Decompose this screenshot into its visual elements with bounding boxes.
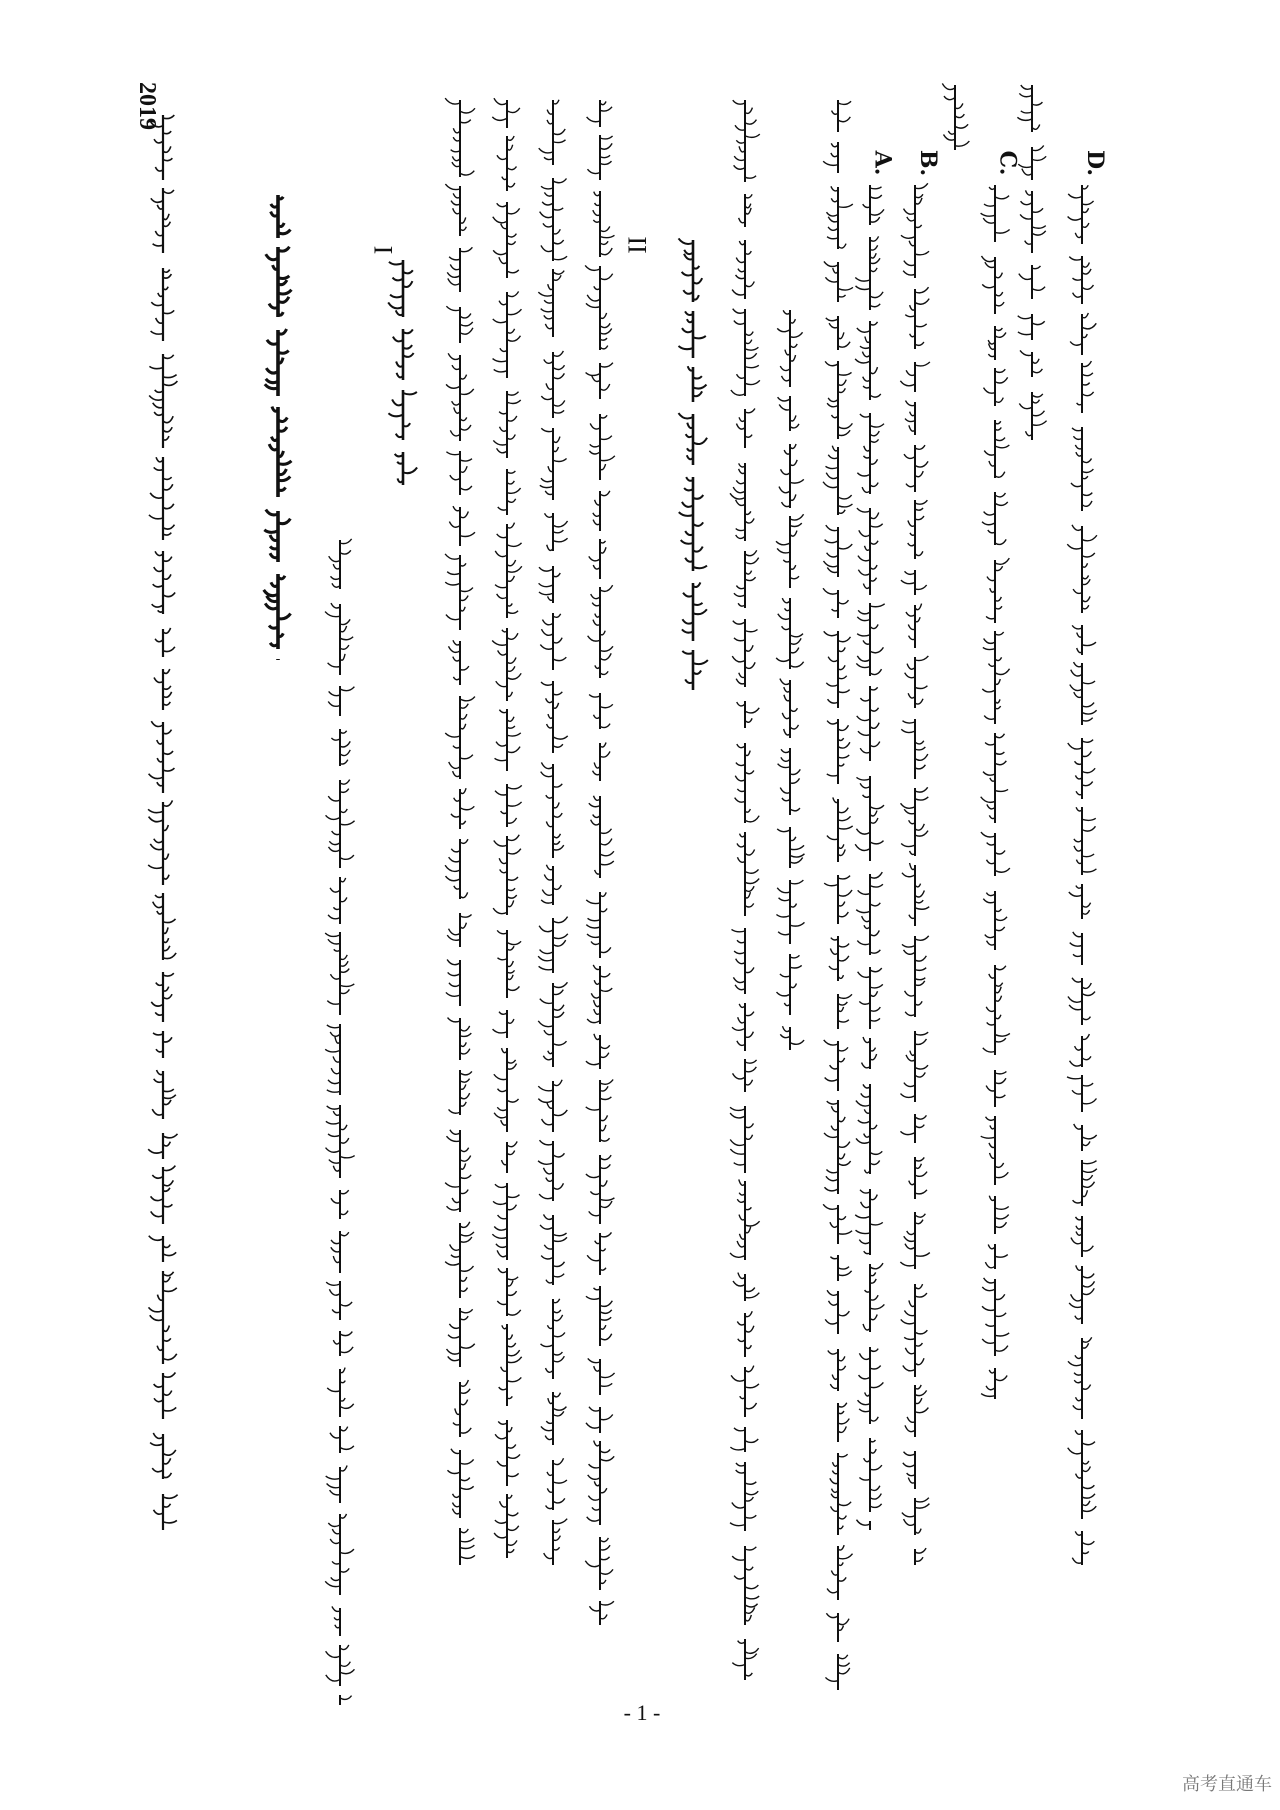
mongolian-line-10 <box>678 238 707 690</box>
mongolian-line-5 <box>900 183 930 1565</box>
mongolian-line-9 <box>730 100 760 1680</box>
section-numeral-i: I <box>368 245 398 255</box>
page-number: - 1 - <box>623 1700 661 1725</box>
mongolian-line-18 <box>148 115 178 1530</box>
mongolian-line-13 <box>492 98 522 1558</box>
mongolian-line-1 <box>1067 185 1097 1565</box>
mongolian-line-7 <box>823 100 853 1690</box>
mongolian-line-15 <box>388 260 417 485</box>
mongolian-line-4 <box>942 83 969 150</box>
option-label-a: A. <box>869 150 896 176</box>
option-label-b: B. <box>915 149 942 177</box>
option-label-d: D. <box>1081 150 1108 176</box>
option-label-c: C. <box>994 150 1021 176</box>
watermark-text: 高考直通车 <box>1182 1774 1272 1795</box>
date-year: 2019 <box>134 82 160 130</box>
mongolian-line-2 <box>1017 85 1046 440</box>
mongolian-line-3 <box>981 185 1010 1399</box>
section-numeral-ii: II <box>622 236 652 254</box>
mongolian-line-17 <box>264 195 292 660</box>
mongolian-line-11 <box>585 100 615 1625</box>
mongolian-line-6 <box>855 185 885 1530</box>
mongolian-line-14 <box>445 98 475 1565</box>
mongolian-line-16 <box>325 539 355 1705</box>
mongolian-line-12 <box>538 100 568 1565</box>
mongolian-line-8 <box>776 310 804 1050</box>
